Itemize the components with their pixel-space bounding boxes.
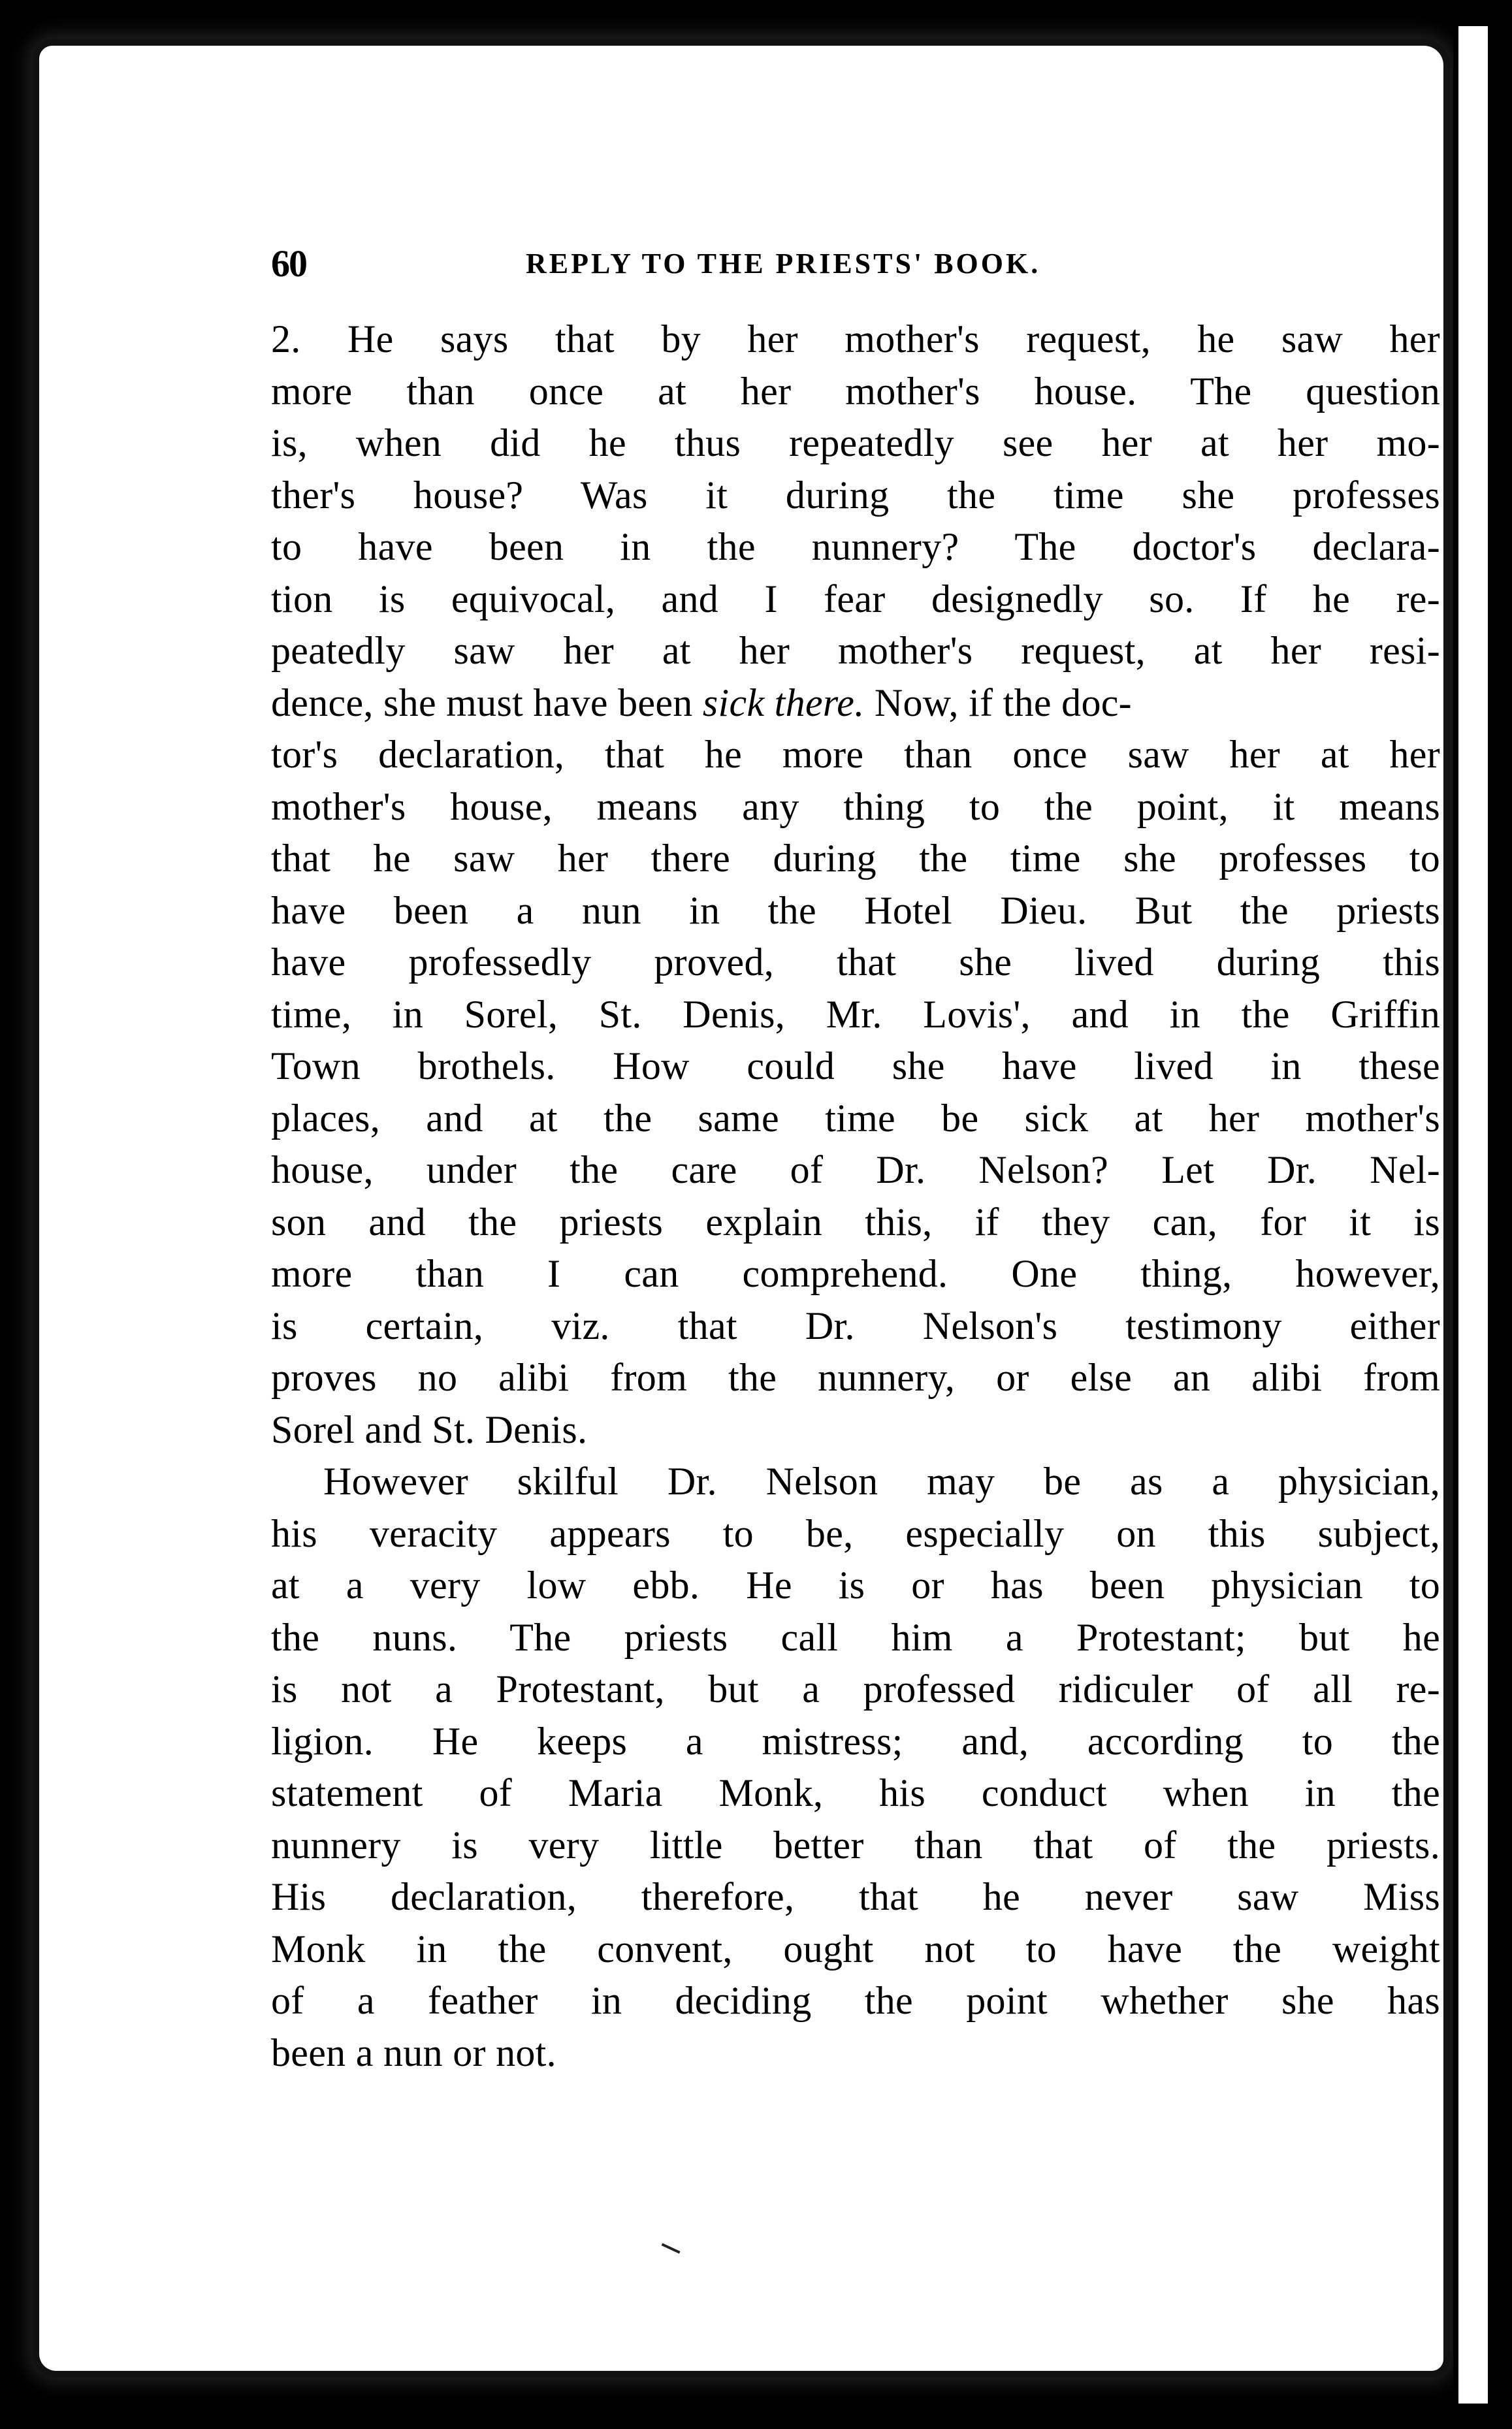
text-line: tor's declaration, that he more than once saw her at her xyxy=(271,733,1440,776)
text-line: house, under the care of Dr. Nelson? Let Dr. Nel- xyxy=(271,1148,1440,1191)
text-line: been a nun or not. xyxy=(271,2031,556,2074)
text-line: ther's house? Was it during the time she professes xyxy=(271,473,1440,517)
text-line: have professedly proved, that she lived during this xyxy=(271,941,1440,984)
text-line: Monk in the convent, ought not to have the weight xyxy=(271,1927,1440,1971)
text-line: more than once at her mother's house. The question xyxy=(271,369,1440,413)
text-line: mother's house, means any thing to the point, it means xyxy=(271,784,1440,828)
page-number: 60 xyxy=(271,242,306,285)
text-line: Sorel and St. Denis. xyxy=(271,1408,588,1451)
text-line: ligion. He keeps a mistress; and, according to the xyxy=(271,1719,1440,1763)
text-line: his veracity appears to be, especially on this subject, xyxy=(271,1511,1440,1555)
text-line: Town brothels. How could she have lived in these xyxy=(271,1044,1440,1087)
text-line: is certain, viz. that Dr. Nelson's testimony either xyxy=(271,1304,1440,1347)
text-line: that he saw her there during the time she professes to xyxy=(271,837,1440,880)
page-header xyxy=(271,242,1440,287)
text-line: 2. He says that by her mother's request, he saw her xyxy=(271,317,1440,361)
text-line: proves no alibi from the nunnery, or else an alibi from xyxy=(271,1356,1440,1399)
text-line: time, in Sorel, St. Denis, Mr. Lovis', and in the Griffin xyxy=(271,992,1440,1036)
page-edge xyxy=(1453,26,1488,2404)
text-line xyxy=(271,677,1440,730)
running-head: REPLY TO THE PRIESTS' BOOK. xyxy=(526,248,1041,280)
text-line: have been a nun in the Hotel Dieu. But the priests xyxy=(271,888,1440,932)
text-line: tion is equivocal, and I fear designedly so. If he re- xyxy=(271,577,1440,620)
text-line: at a very low ebb. He is or has been physician to xyxy=(271,1564,1440,1607)
text-line-start: dence, she must have been xyxy=(271,681,703,724)
text-line-end: Now, if the doc- xyxy=(864,681,1132,724)
text-line: is, when did he thus repeatedly see her at her mo- xyxy=(271,421,1440,464)
text-line: is not a Protestant, but a professed ridiculer of all re- xyxy=(271,1667,1440,1711)
text-line: the nuns. The priests call him a Protestant; but he xyxy=(271,1615,1440,1659)
text-line: places, and at the same time be sick at her mother's xyxy=(271,1096,1440,1140)
text-line: His declaration, therefore, that he never saw Miss xyxy=(271,1875,1440,1918)
text-line: statement of Maria Monk, his conduct when in the xyxy=(271,1771,1440,1814)
italic-phrase: sick there. xyxy=(702,681,865,724)
text-line: peatedly saw her at her mother's request, at her resi- xyxy=(271,629,1440,672)
text-line: of a feather in deciding the point whether she has xyxy=(271,1979,1440,2022)
body-text xyxy=(271,314,1440,2079)
text-line: However skilful Dr. Nelson may be as a physician, xyxy=(323,1460,1440,1503)
text-line: son and the priests explain this, if they can, for it is xyxy=(271,1200,1440,1244)
text-line: to have been in the nunnery? The doctor's declara- xyxy=(271,525,1440,568)
text-line: more than I can comprehend. One thing, however, xyxy=(271,1252,1440,1295)
text-line: nunnery is very little better than that of the priests. xyxy=(271,1823,1440,1867)
